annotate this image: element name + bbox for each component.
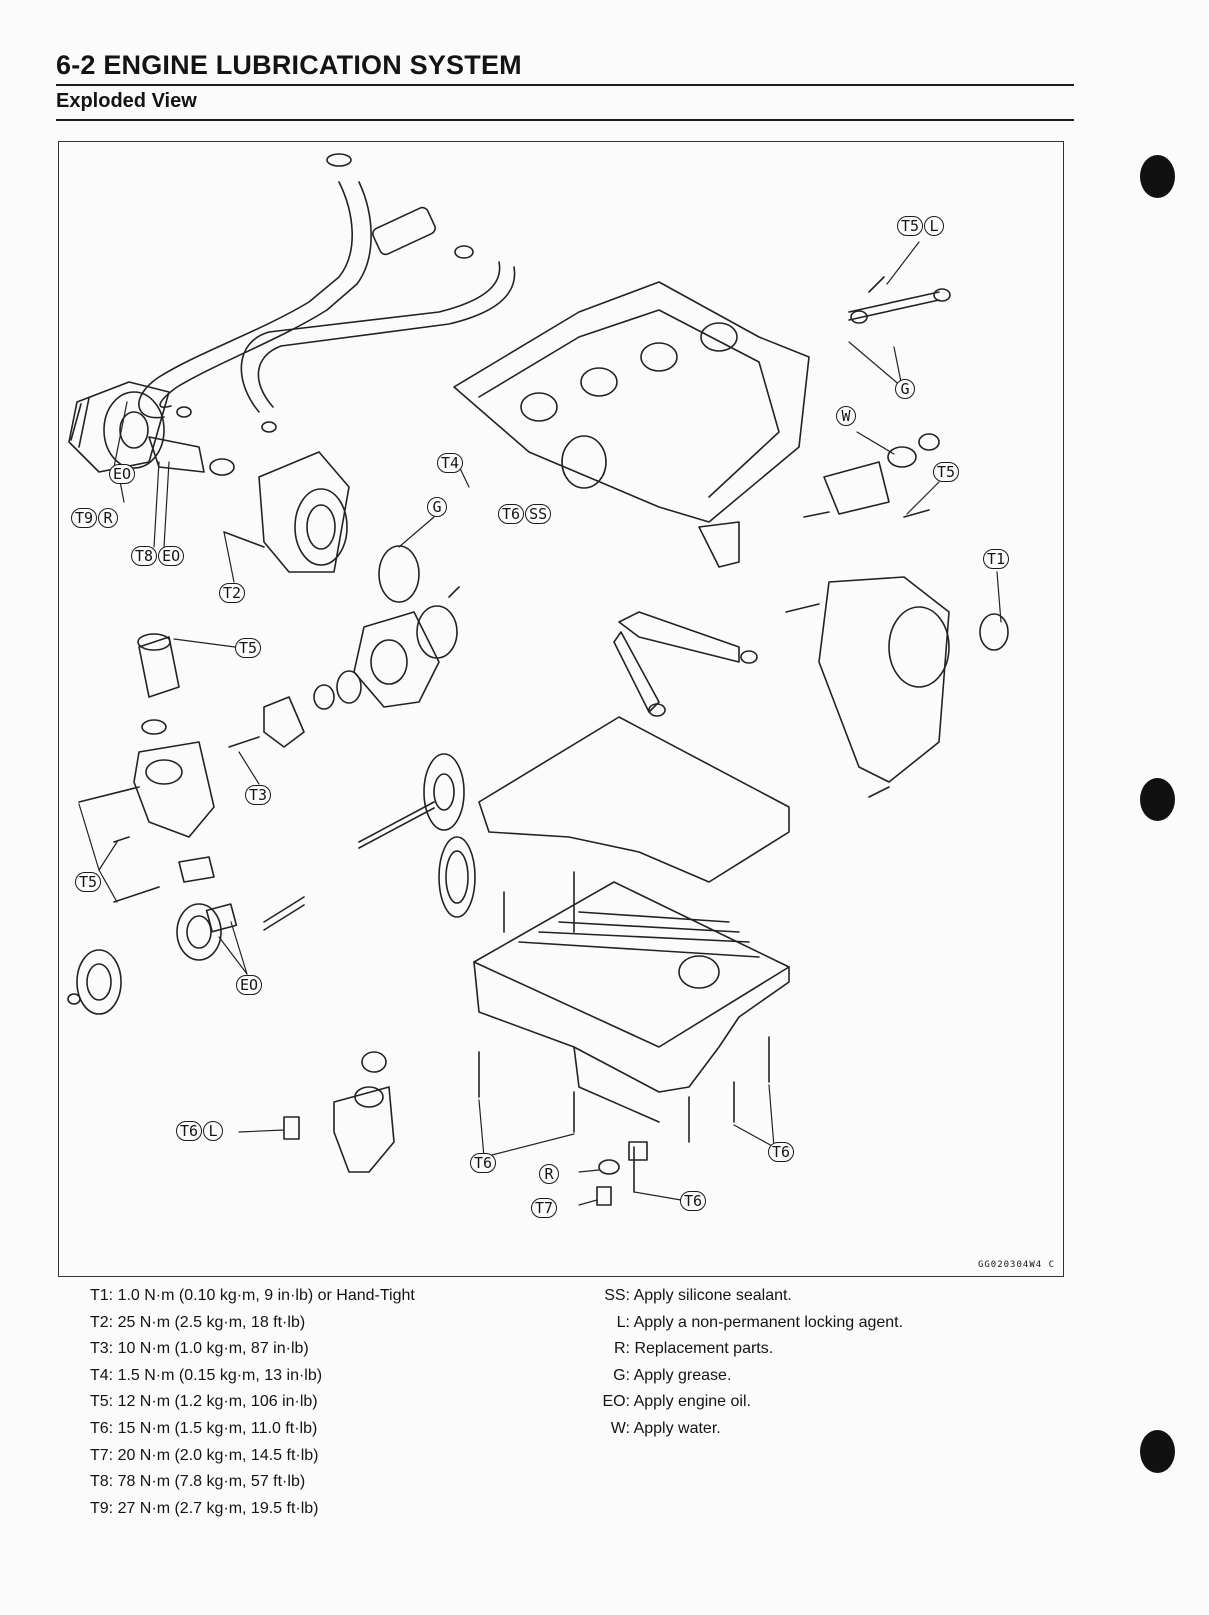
torque-t2: T2: 25 N·m (2.5 kg·m, 18 ft·lb) (90, 1313, 306, 1331)
torque-t8: T8: 78 N·m (7.8 kg·m, 57 ft·lb) (90, 1473, 306, 1491)
torque-legend (90, 1286, 415, 1525)
subtitle-rule (56, 119, 1074, 121)
relief-valve (804, 434, 939, 517)
callout-t6-l: T6 L (176, 1121, 223, 1141)
torque-t5: T5: 12 N·m (1.2 kg·m, 106 in·lb) (90, 1393, 318, 1411)
symbol-r: R: Replacement parts. (614, 1340, 774, 1358)
section-title: 6-2 ENGINE LUBRICATION SYSTEM (56, 50, 522, 80)
water-pump-body (79, 634, 214, 902)
water-pump-housing (314, 587, 459, 709)
binder-hole-middle (1140, 778, 1175, 821)
symbol-l: L: Apply a non-permanent locking agent. (616, 1313, 904, 1331)
symbol-w: W: Apply water. (610, 1419, 721, 1437)
callout-t4: T4 (437, 453, 463, 473)
callout-eo-filter: EO (109, 464, 135, 484)
oil-pan-gasket (479, 717, 789, 882)
callout-w: W (836, 406, 856, 426)
oil-screen (334, 1052, 394, 1172)
callout-t5-left: T5 (75, 872, 101, 892)
callout-t5-l-top: T5 L (897, 216, 944, 236)
callout-g-mid: G (427, 497, 447, 517)
exploded-view-drawing (59, 142, 1063, 1276)
oil-pump-gear (264, 754, 475, 930)
callout-t5-pump: T5 (235, 638, 261, 658)
torque-t4: T4: 1.5 N·m (0.15 kg·m, 13 in·lb) (90, 1366, 323, 1384)
callout-t2: T2 (219, 583, 245, 603)
callout-t6-ss: T6 SS (498, 504, 551, 524)
callout-t1: T1 (983, 549, 1009, 569)
torque-t6: T6: 15 N·m (1.5 kg·m, 11.0 ft·lb) (90, 1419, 318, 1437)
torque-t9: T9: 27 N·m (2.7 kg·m, 19.5 ft·lb) (90, 1499, 319, 1517)
callout-t8-eo: T8 EO (131, 546, 184, 566)
callout-t6-bottom: T6 (680, 1191, 706, 1211)
lower-crankcase (454, 282, 809, 567)
callout-t6-pan-right: T6 (768, 1142, 794, 1162)
callout-t5-right: T5 (933, 462, 959, 482)
callout-t7: T7 (531, 1198, 557, 1218)
oil-hose-upper (139, 182, 515, 418)
subsection-title: Exploded View (56, 90, 197, 112)
callout-t3: T3 (245, 785, 271, 805)
clutch-cover (786, 577, 1008, 797)
pump-impeller (229, 697, 304, 747)
callout-t6-pan-left: T6 (470, 1153, 496, 1173)
symbol-g: G: Apply grease. (613, 1366, 732, 1384)
binder-hole-bottom (1140, 1430, 1175, 1473)
oil-pipe-mid (614, 612, 757, 716)
symbol-ss: SS: Apply silicone sealant. (604, 1287, 792, 1304)
symbol-legend (570, 1286, 903, 1446)
drawing-code: GG020304W4 C (977, 1260, 1055, 1270)
oil-pan-bolts (479, 872, 769, 1192)
callout-r: R (539, 1164, 559, 1184)
oil-pump-rotors (68, 904, 236, 1014)
symbol-eo: EO: Apply engine oil. (602, 1393, 751, 1411)
callout-t9-r: T9 R (71, 508, 118, 528)
oil-filter (69, 382, 169, 472)
oil-cooler (224, 452, 419, 602)
exploded-view-diagram (58, 141, 1064, 1277)
binder-hole-top (1140, 155, 1175, 198)
torque-t3: T3: 10 N·m (1.0 kg·m, 87 in·lb) (90, 1340, 309, 1358)
oil-pipe-assembly (849, 277, 950, 323)
oil-pan (474, 882, 789, 1122)
title-rule (56, 84, 1074, 86)
hose-fittings (177, 154, 473, 432)
torque-t7: T7: 20 N·m (2.0 kg·m, 14.5 ft·lb) (90, 1446, 319, 1464)
leader-lines (79, 242, 1001, 1205)
callout-eo-pump: EO (236, 975, 262, 995)
torque-t1: T1: 1.0 N·m (0.10 kg·m, 9 in·lb) or Hand-Tight (90, 1287, 415, 1304)
callout-g-top: G (895, 379, 915, 399)
small-parts (284, 1117, 647, 1205)
